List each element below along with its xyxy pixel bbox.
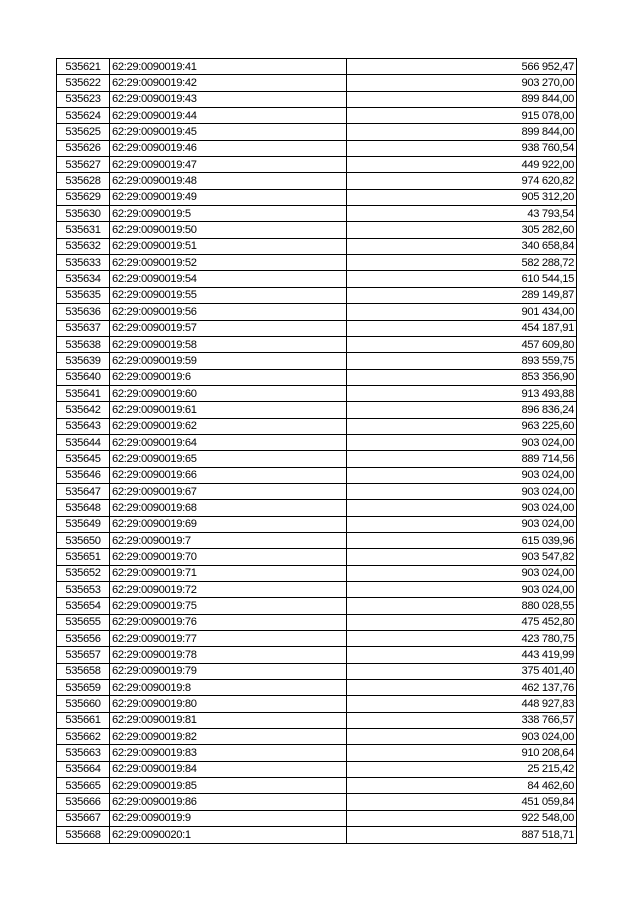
cadastral-value-cell: 25 215,42 bbox=[347, 761, 577, 777]
cadastral-number-cell: 62:29:0090019:8 bbox=[110, 680, 347, 696]
cadastral-number-cell: 62:29:0090019:84 bbox=[110, 761, 347, 777]
table-row bbox=[57, 680, 577, 696]
row-number-cell: 535641 bbox=[57, 385, 110, 401]
cadastral-number-cell: 62:29:0090019:80 bbox=[110, 696, 347, 712]
cadastral-number-cell: 62:29:0090019:44 bbox=[110, 108, 347, 124]
row-number-cell: 535631 bbox=[57, 222, 110, 238]
table-row bbox=[57, 745, 577, 761]
table-row bbox=[57, 222, 577, 238]
table-row bbox=[57, 255, 577, 271]
cadastral-value-cell: 938 760,54 bbox=[347, 140, 577, 156]
table-row bbox=[57, 778, 577, 794]
row-number-cell: 535632 bbox=[57, 238, 110, 254]
row-number-cell: 535661 bbox=[57, 712, 110, 728]
cadastral-number-cell: 62:29:0090019:60 bbox=[110, 385, 347, 401]
cadastral-value-cell: 903 024,00 bbox=[347, 565, 577, 581]
row-number-cell: 535622 bbox=[57, 75, 110, 91]
table-row bbox=[57, 91, 577, 107]
cadastral-number-cell: 62:29:0090019:66 bbox=[110, 467, 347, 483]
cadastral-value-cell: 610 544,15 bbox=[347, 271, 577, 287]
table-row bbox=[57, 206, 577, 222]
cadastral-number-cell: 62:29:0090019:54 bbox=[110, 271, 347, 287]
row-number-cell: 535657 bbox=[57, 647, 110, 663]
cadastral-value-cell: 974 620,82 bbox=[347, 173, 577, 189]
cadastral-value-table bbox=[56, 58, 577, 844]
table-row bbox=[57, 614, 577, 630]
cadastral-number-cell: 62:29:0090019:48 bbox=[110, 173, 347, 189]
row-number-cell: 535639 bbox=[57, 353, 110, 369]
table-row bbox=[57, 500, 577, 516]
table-row bbox=[57, 794, 577, 810]
cadastral-number-cell: 62:29:0090019:51 bbox=[110, 238, 347, 254]
cadastral-value-cell: 449 922,00 bbox=[347, 157, 577, 173]
table-row bbox=[57, 418, 577, 434]
cadastral-number-cell: 62:29:0090019:41 bbox=[110, 59, 347, 75]
cadastral-number-cell: 62:29:0090019:70 bbox=[110, 549, 347, 565]
row-number-cell: 535638 bbox=[57, 336, 110, 352]
cadastral-value-cell: 375 401,40 bbox=[347, 663, 577, 679]
table-row bbox=[57, 369, 577, 385]
row-number-cell: 535635 bbox=[57, 287, 110, 303]
cadastral-value-cell: 423 780,75 bbox=[347, 631, 577, 647]
cadastral-value-cell: 853 356,90 bbox=[347, 369, 577, 385]
cadastral-value-cell: 338 766,57 bbox=[347, 712, 577, 728]
cadastral-value-cell: 903 024,00 bbox=[347, 500, 577, 516]
row-number-cell: 535656 bbox=[57, 631, 110, 647]
cadastral-number-cell: 62:29:0090019:79 bbox=[110, 663, 347, 679]
cadastral-value-cell: 899 844,00 bbox=[347, 124, 577, 140]
cadastral-number-cell: 62:29:0090019:77 bbox=[110, 631, 347, 647]
row-number-cell: 535644 bbox=[57, 434, 110, 450]
cadastral-value-cell: 899 844,00 bbox=[347, 91, 577, 107]
cadastral-value-cell: 615 039,96 bbox=[347, 532, 577, 548]
row-number-cell: 535662 bbox=[57, 729, 110, 745]
table-row bbox=[57, 320, 577, 336]
table-row bbox=[57, 565, 577, 581]
cadastral-number-cell: 62:29:0090019:71 bbox=[110, 565, 347, 581]
cadastral-number-cell: 62:29:0090019:59 bbox=[110, 353, 347, 369]
table-row bbox=[57, 336, 577, 352]
table-row bbox=[57, 271, 577, 287]
cadastral-value-cell: 910 208,64 bbox=[347, 745, 577, 761]
row-number-cell: 535624 bbox=[57, 108, 110, 124]
cadastral-number-cell: 62:29:0090019:61 bbox=[110, 402, 347, 418]
cadastral-number-cell: 62:29:0090019:5 bbox=[110, 206, 347, 222]
cadastral-value-cell: 340 658,84 bbox=[347, 238, 577, 254]
row-number-cell: 535651 bbox=[57, 549, 110, 565]
cadastral-number-cell: 62:29:0090019:69 bbox=[110, 516, 347, 532]
cadastral-value-cell: 901 434,00 bbox=[347, 304, 577, 320]
table-row bbox=[57, 761, 577, 777]
cadastral-number-cell: 62:29:0090020:1 bbox=[110, 827, 347, 843]
cadastral-number-cell: 62:29:0090019:56 bbox=[110, 304, 347, 320]
table-row bbox=[57, 402, 577, 418]
table-row bbox=[57, 108, 577, 124]
cadastral-value-cell: 905 312,20 bbox=[347, 189, 577, 205]
cadastral-number-cell: 62:29:0090019:47 bbox=[110, 157, 347, 173]
table-row bbox=[57, 75, 577, 91]
table-row bbox=[57, 827, 577, 843]
table-row bbox=[57, 483, 577, 499]
table-row bbox=[57, 696, 577, 712]
row-number-cell: 535658 bbox=[57, 663, 110, 679]
row-number-cell: 535660 bbox=[57, 696, 110, 712]
cadastral-number-cell: 62:29:0090019:85 bbox=[110, 778, 347, 794]
cadastral-number-cell: 62:29:0090019:72 bbox=[110, 582, 347, 598]
cadastral-number-cell: 62:29:0090019:57 bbox=[110, 320, 347, 336]
cadastral-value-cell: 903 024,00 bbox=[347, 467, 577, 483]
cadastral-value-cell: 913 493,88 bbox=[347, 385, 577, 401]
cadastral-number-cell: 62:29:0090019:62 bbox=[110, 418, 347, 434]
cadastral-value-cell: 903 270,00 bbox=[347, 75, 577, 91]
cadastral-number-cell: 62:29:0090019:52 bbox=[110, 255, 347, 271]
row-number-cell: 535654 bbox=[57, 598, 110, 614]
row-number-cell: 535652 bbox=[57, 565, 110, 581]
row-number-cell: 535626 bbox=[57, 140, 110, 156]
cadastral-value-cell: 289 149,87 bbox=[347, 287, 577, 303]
cadastral-number-cell: 62:29:0090019:68 bbox=[110, 500, 347, 516]
cadastral-number-cell: 62:29:0090019:7 bbox=[110, 532, 347, 548]
cadastral-number-cell: 62:29:0090019:81 bbox=[110, 712, 347, 728]
row-number-cell: 535634 bbox=[57, 271, 110, 287]
table-row bbox=[57, 598, 577, 614]
cadastral-value-cell: 582 288,72 bbox=[347, 255, 577, 271]
cadastral-number-cell: 62:29:0090019:76 bbox=[110, 614, 347, 630]
table-body bbox=[57, 59, 577, 844]
row-number-cell: 535629 bbox=[57, 189, 110, 205]
cadastral-value-cell: 887 518,71 bbox=[347, 827, 577, 843]
cadastral-number-cell: 62:29:0090019:83 bbox=[110, 745, 347, 761]
table-row bbox=[57, 434, 577, 450]
row-number-cell: 535667 bbox=[57, 810, 110, 826]
cadastral-number-cell: 62:29:0090019:82 bbox=[110, 729, 347, 745]
table-row bbox=[57, 353, 577, 369]
row-number-cell: 535648 bbox=[57, 500, 110, 516]
cadastral-value-cell: 566 952,47 bbox=[347, 59, 577, 75]
table-row bbox=[57, 304, 577, 320]
cadastral-value-cell: 443 419,99 bbox=[347, 647, 577, 663]
cadastral-value-cell: 903 024,00 bbox=[347, 516, 577, 532]
table-row bbox=[57, 729, 577, 745]
table-row bbox=[57, 532, 577, 548]
cadastral-value-cell: 305 282,60 bbox=[347, 222, 577, 238]
cadastral-number-cell: 62:29:0090019:64 bbox=[110, 434, 347, 450]
cadastral-number-cell: 62:29:0090019:86 bbox=[110, 794, 347, 810]
cadastral-value-cell: 896 836,24 bbox=[347, 402, 577, 418]
cadastral-value-cell: 462 137,76 bbox=[347, 680, 577, 696]
row-number-cell: 535645 bbox=[57, 451, 110, 467]
row-number-cell: 535655 bbox=[57, 614, 110, 630]
row-number-cell: 535647 bbox=[57, 483, 110, 499]
cadastral-number-cell: 62:29:0090019:42 bbox=[110, 75, 347, 91]
table-row bbox=[57, 467, 577, 483]
cadastral-value-cell: 889 714,56 bbox=[347, 451, 577, 467]
row-number-cell: 535666 bbox=[57, 794, 110, 810]
table-row bbox=[57, 647, 577, 663]
cadastral-value-cell: 903 024,00 bbox=[347, 729, 577, 745]
row-number-cell: 535649 bbox=[57, 516, 110, 532]
table-row bbox=[57, 549, 577, 565]
cadastral-value-cell: 880 028,55 bbox=[347, 598, 577, 614]
row-number-cell: 535636 bbox=[57, 304, 110, 320]
table-row bbox=[57, 810, 577, 826]
cadastral-number-cell: 62:29:0090019:65 bbox=[110, 451, 347, 467]
cadastral-value-cell: 451 059,84 bbox=[347, 794, 577, 810]
row-number-cell: 535633 bbox=[57, 255, 110, 271]
table-row bbox=[57, 59, 577, 75]
row-number-cell: 535643 bbox=[57, 418, 110, 434]
cadastral-value-cell: 84 462,60 bbox=[347, 778, 577, 794]
row-number-cell: 535646 bbox=[57, 467, 110, 483]
cadastral-value-cell: 475 452,80 bbox=[347, 614, 577, 630]
table-row bbox=[57, 238, 577, 254]
table-row bbox=[57, 157, 577, 173]
cadastral-number-cell: 62:29:0090019:58 bbox=[110, 336, 347, 352]
table-row bbox=[57, 712, 577, 728]
row-number-cell: 535642 bbox=[57, 402, 110, 418]
row-number-cell: 535668 bbox=[57, 827, 110, 843]
cadastral-value-cell: 903 547,82 bbox=[347, 549, 577, 565]
cadastral-value-cell: 454 187,91 bbox=[347, 320, 577, 336]
cadastral-value-cell: 922 548,00 bbox=[347, 810, 577, 826]
cadastral-value-cell: 963 225,60 bbox=[347, 418, 577, 434]
table-row bbox=[57, 287, 577, 303]
row-number-cell: 535630 bbox=[57, 206, 110, 222]
table-row bbox=[57, 451, 577, 467]
table-row bbox=[57, 173, 577, 189]
cadastral-number-cell: 62:29:0090019:9 bbox=[110, 810, 347, 826]
row-number-cell: 535659 bbox=[57, 680, 110, 696]
cadastral-number-cell: 62:29:0090019:45 bbox=[110, 124, 347, 140]
row-number-cell: 535621 bbox=[57, 59, 110, 75]
row-number-cell: 535663 bbox=[57, 745, 110, 761]
cadastral-value-cell: 903 024,00 bbox=[347, 434, 577, 450]
row-number-cell: 535664 bbox=[57, 761, 110, 777]
cadastral-number-cell: 62:29:0090019:67 bbox=[110, 483, 347, 499]
cadastral-number-cell: 62:29:0090019:46 bbox=[110, 140, 347, 156]
row-number-cell: 535665 bbox=[57, 778, 110, 794]
row-number-cell: 535623 bbox=[57, 91, 110, 107]
table-row bbox=[57, 189, 577, 205]
row-number-cell: 535650 bbox=[57, 532, 110, 548]
row-number-cell: 535628 bbox=[57, 173, 110, 189]
cadastral-number-cell: 62:29:0090019:49 bbox=[110, 189, 347, 205]
cadastral-number-cell: 62:29:0090019:75 bbox=[110, 598, 347, 614]
cadastral-value-cell: 903 024,00 bbox=[347, 582, 577, 598]
cadastral-value-cell: 903 024,00 bbox=[347, 483, 577, 499]
row-number-cell: 535637 bbox=[57, 320, 110, 336]
cadastral-number-cell: 62:29:0090019:43 bbox=[110, 91, 347, 107]
table-row bbox=[57, 631, 577, 647]
cadastral-number-cell: 62:29:0090019:6 bbox=[110, 369, 347, 385]
table-row bbox=[57, 385, 577, 401]
cadastral-value-cell: 43 793,54 bbox=[347, 206, 577, 222]
cadastral-value-cell: 915 078,00 bbox=[347, 108, 577, 124]
cadastral-number-cell: 62:29:0090019:78 bbox=[110, 647, 347, 663]
cadastral-value-cell: 448 927,83 bbox=[347, 696, 577, 712]
cadastral-number-cell: 62:29:0090019:55 bbox=[110, 287, 347, 303]
cadastral-value-cell: 457 609,80 bbox=[347, 336, 577, 352]
table-row bbox=[57, 582, 577, 598]
table-row bbox=[57, 663, 577, 679]
table-row bbox=[57, 124, 577, 140]
table-row bbox=[57, 140, 577, 156]
row-number-cell: 535653 bbox=[57, 582, 110, 598]
cadastral-value-cell: 893 559,75 bbox=[347, 353, 577, 369]
row-number-cell: 535627 bbox=[57, 157, 110, 173]
cadastral-number-cell: 62:29:0090019:50 bbox=[110, 222, 347, 238]
table-row bbox=[57, 516, 577, 532]
row-number-cell: 535625 bbox=[57, 124, 110, 140]
row-number-cell: 535640 bbox=[57, 369, 110, 385]
